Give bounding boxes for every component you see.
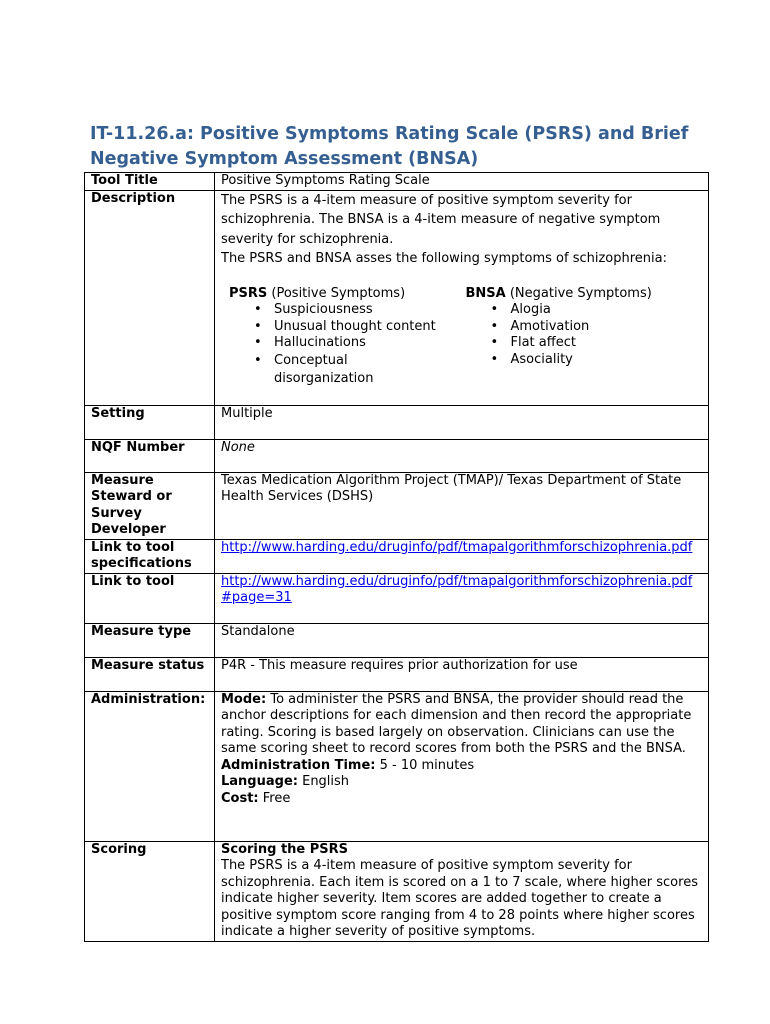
- scoring-text: The PSRS is a 4-item measure of positive symptom severity for schizophrenia. Each item is scored on a 1 to 7 scale, where higher scores indicate higher severity. Item scores are added together to create a positive symptom score ranging from 4 to 28 points where higher scores indicate a higher severity of positive symptoms.: [221, 858, 698, 939]
- bnsa-subheading: (Negative Symptoms): [505, 285, 652, 301]
- table-row: [85, 657, 709, 691]
- row-label: Link to tool specifications: [85, 539, 215, 573]
- table-row: [85, 623, 709, 657]
- list-item: • Unusual thought content: [274, 319, 466, 336]
- mode-text: To administer the PSRS and BNSA, the provider should read the anchor descriptions for each dimension and then record the appropriate rating. Scoring is based largely on observation. Clinicians can use the same scoring sheet to record scores from both the PSRS and the BNSA.: [221, 691, 692, 756]
- symptom-columns: [229, 286, 702, 388]
- row-label: Setting: [85, 405, 215, 439]
- description-text: The PSRS and BNSA asses the following symptoms of schizophrenia:: [221, 251, 667, 266]
- cost-label: Cost:: [221, 790, 259, 806]
- row-label: Measure status: [85, 657, 215, 691]
- row-value: Standalone: [215, 623, 709, 657]
- tool-spec-table: [84, 172, 709, 942]
- table-row: [85, 190, 709, 405]
- cost-value: Free: [258, 790, 291, 806]
- table-row: [85, 841, 709, 941]
- row-label: Measure Steward or Survey Developer: [85, 472, 215, 539]
- row-value: Multiple: [215, 405, 709, 439]
- psrs-heading: PSRS: [229, 285, 268, 301]
- administration-cell: [215, 691, 709, 841]
- admin-time-value: 5 - 10 minutes: [375, 757, 475, 773]
- psrs-subheading: (Positive Symptoms): [267, 285, 406, 301]
- admin-time-label: Administration Time:: [221, 757, 376, 773]
- table-row: [85, 173, 709, 191]
- scoring-heading: Scoring the PSRS: [221, 841, 349, 857]
- row-value: Positive Symptoms Rating Scale: [215, 173, 709, 191]
- description-cell: [215, 190, 709, 405]
- psrs-column: [229, 286, 466, 388]
- row-label: Link to tool: [85, 573, 215, 623]
- row-label: Scoring: [85, 841, 215, 941]
- tool-link[interactable]: http://www.harding.edu/druginfo/pdf/tmapalgorithmforschizophrenia.pdf#page=31: [221, 573, 693, 605]
- list-item: • Conceptual disorganization: [274, 352, 414, 388]
- row-label: NQF Number: [85, 439, 215, 472]
- row-label: Administration:: [85, 691, 215, 841]
- list-item: • Hallucinations: [274, 335, 466, 352]
- row-value: Texas Medication Algorithm Project (TMAP)/ Texas Department of State Health Services (DSHS): [215, 472, 709, 539]
- table-row: [85, 573, 709, 623]
- mode-label: Mode:: [221, 691, 267, 707]
- row-label: Description: [85, 190, 215, 405]
- table-row: [85, 405, 709, 439]
- list-item: • Alogia: [511, 302, 703, 319]
- row-value: P4R - This measure requires prior authorization for use: [215, 657, 709, 691]
- list-item: • Suspiciousness: [274, 302, 466, 319]
- row-label: Tool Title: [85, 173, 215, 191]
- scoring-cell: [215, 841, 709, 941]
- bnsa-column: [466, 286, 703, 388]
- description-text: The PSRS is a 4-item measure of positive symptom severity for schizophrenia. The BNSA is a 4-item measure of negative symptom severity for schizophrenia.: [221, 192, 661, 247]
- list-item: • Amotivation: [511, 319, 703, 336]
- list-item: • Asociality: [511, 352, 703, 369]
- row-value: None: [215, 439, 709, 472]
- list-item: • Flat affect: [511, 335, 703, 352]
- language-label: Language:: [221, 774, 298, 789]
- table-row: [85, 439, 709, 472]
- table-row: [85, 691, 709, 841]
- bnsa-heading: BNSA: [465, 285, 506, 301]
- table-row: [85, 472, 709, 539]
- page-title: IT-11.26.a: Positive Symptoms Rating Scale (PSRS) and Brief Negative Symptom Assessment (BNSA): [90, 124, 689, 169]
- language-value: English: [297, 774, 350, 789]
- row-label: Measure type: [85, 623, 215, 657]
- table-row: [85, 539, 709, 573]
- tool-specifications-link[interactable]: http://www.harding.edu/druginfo/pdf/tmapalgorithmforschizophrenia.pdf: [221, 539, 693, 555]
